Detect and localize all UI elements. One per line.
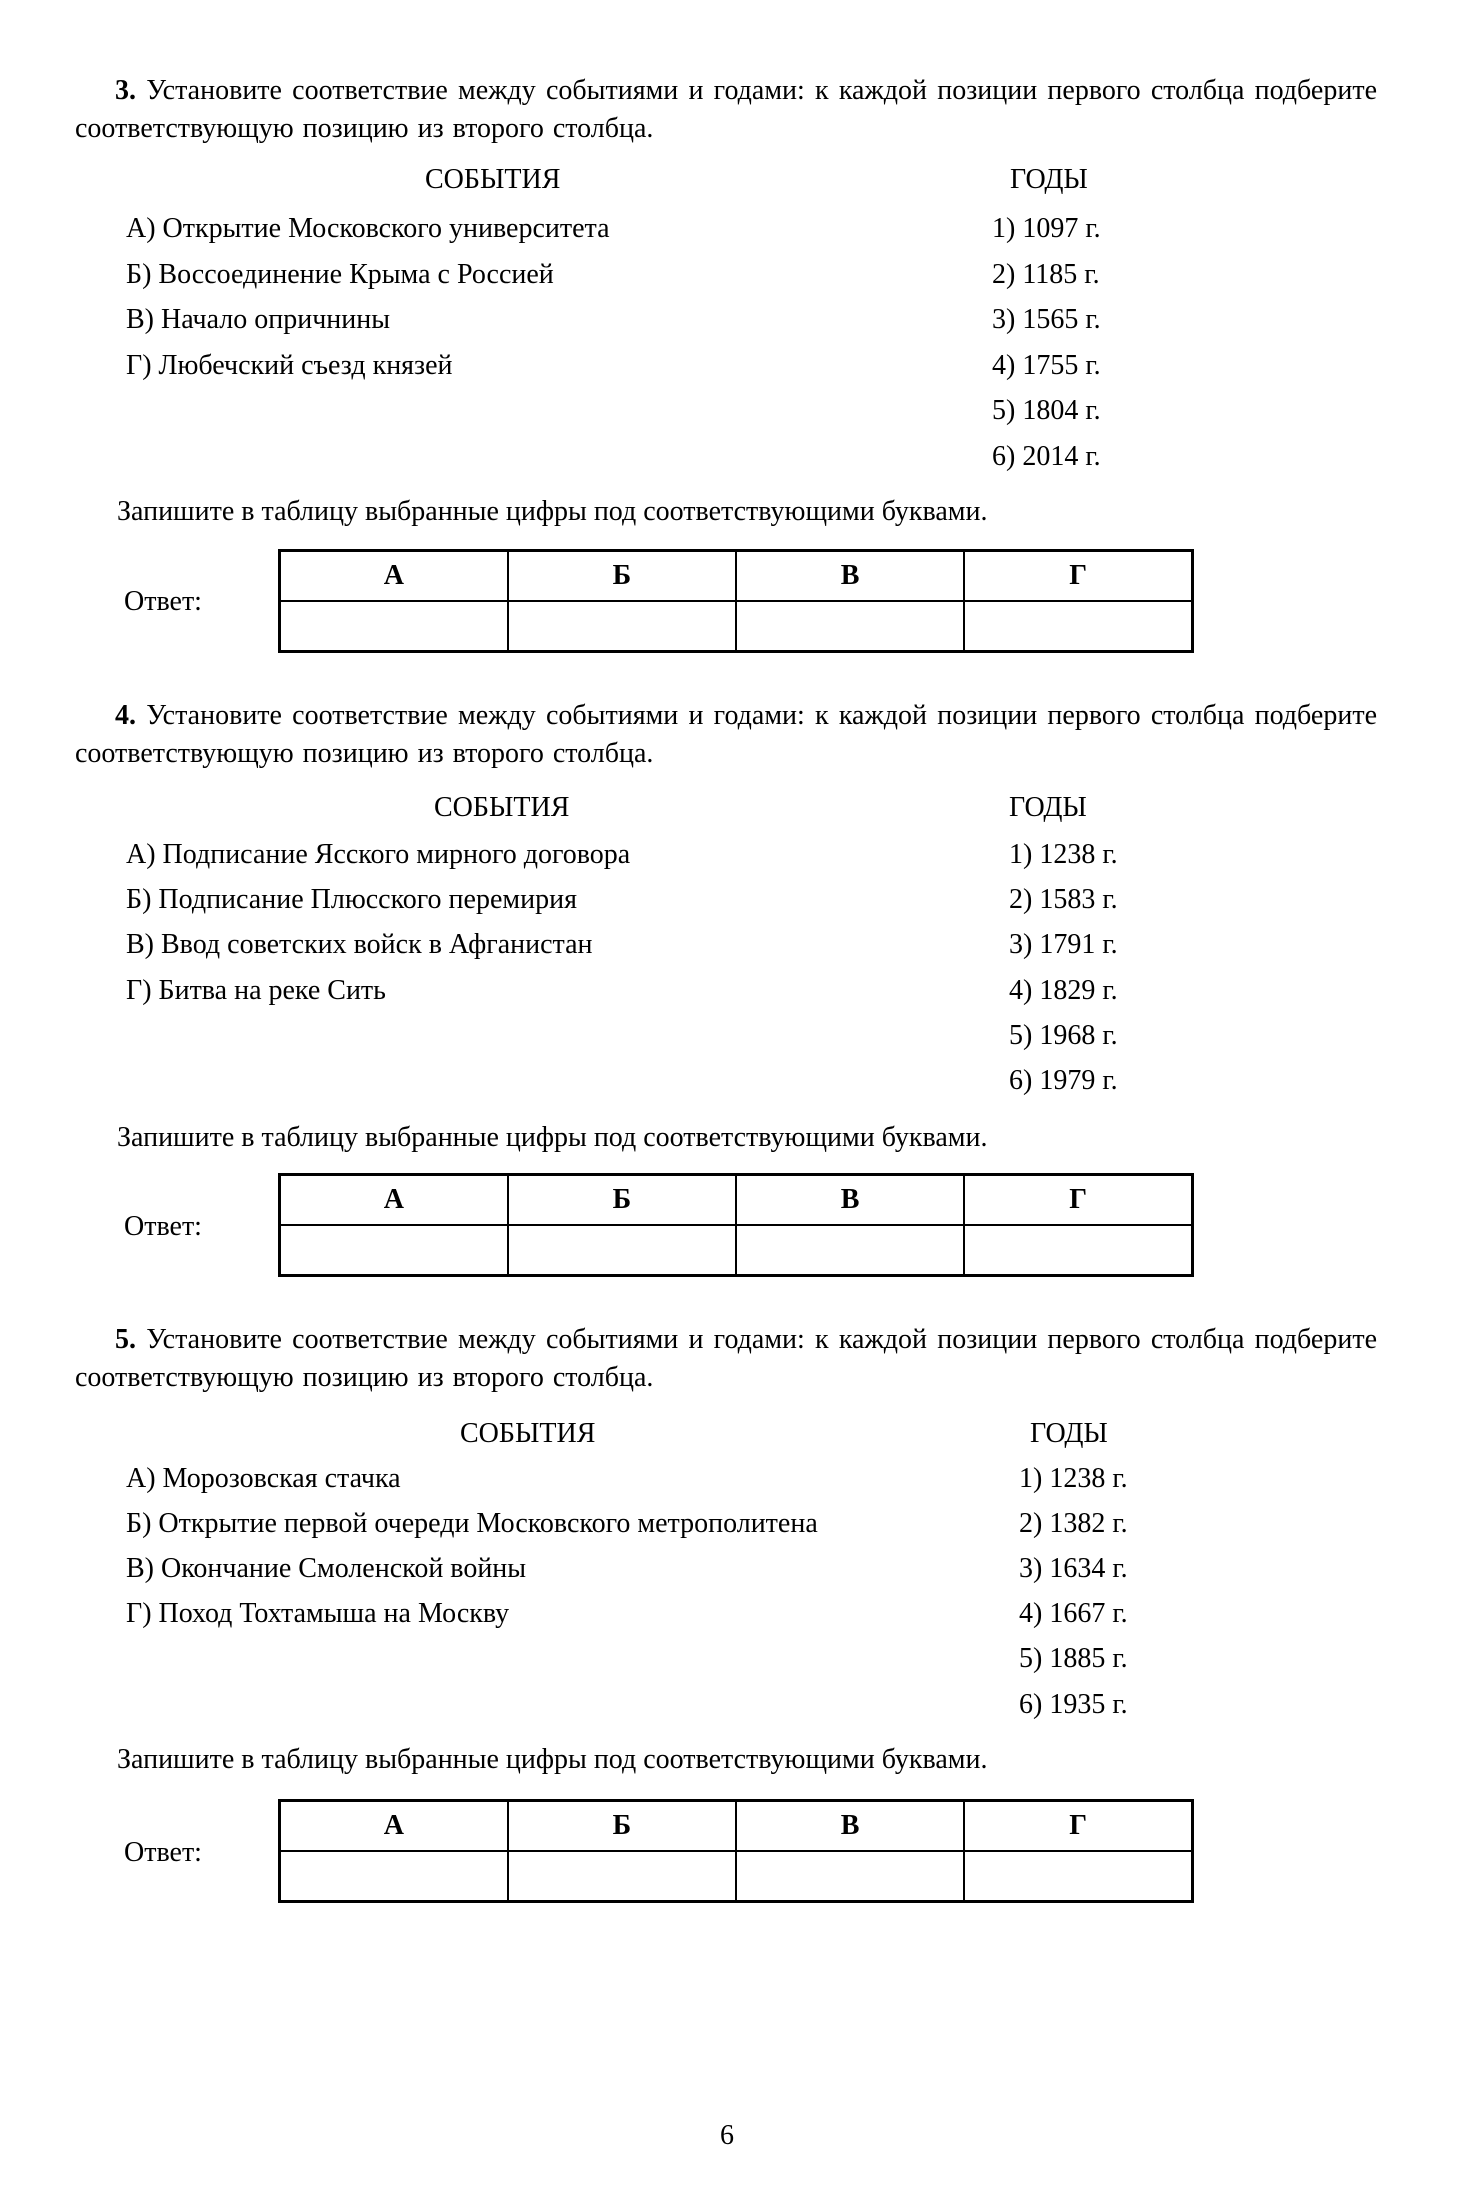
answer-column-header: Б — [508, 1175, 736, 1226]
answer-cell-b[interactable] — [508, 1225, 736, 1276]
answer-column-header: Г — [964, 551, 1192, 602]
year-item: 1) 1097 г. — [992, 213, 1101, 244]
question-number: 4. — [115, 700, 136, 731]
instruction: Запишите в таблицу выбранные цифры под соответствующими буквами. — [117, 496, 988, 527]
answer-cell-a[interactable] — [280, 1851, 508, 1902]
year-item: 1) 1238 г. — [1009, 839, 1118, 870]
answer-column-header: А — [280, 551, 508, 602]
year-item: 5) 1804 г. — [992, 395, 1101, 426]
answer-cell-b[interactable] — [508, 601, 736, 652]
answer-cell-v[interactable] — [736, 1851, 964, 1902]
year-item: 6) 1979 г. — [1009, 1065, 1118, 1096]
year-item: 3) 1565 г. — [992, 304, 1101, 335]
event-item: А) Подписание Ясского мирного договора — [126, 839, 631, 870]
page-number: 6 — [720, 2120, 734, 2151]
answer-column-header: Б — [508, 551, 736, 602]
year-item: 5) 1885 г. — [1019, 1643, 1128, 1674]
answer-cell-a[interactable] — [280, 601, 508, 652]
year-item: 4) 1829 г. — [1009, 975, 1118, 1006]
answer-column-header: А — [280, 1801, 508, 1852]
question-number: 5. — [115, 1324, 136, 1355]
year-item: 5) 1968 г. — [1009, 1020, 1118, 1051]
answer-cell-b[interactable] — [508, 1851, 736, 1902]
event-item: Б) Открытие первой очереди Московского метрополитена — [126, 1508, 818, 1539]
question-prompt: 3. Установите соответствие между событиями и годами: к каждой позиции первого столбца подберите соответствующую позицию из второго столбца. — [75, 75, 1378, 144]
year-item: 1) 1238 г. — [1019, 1463, 1128, 1494]
events-header: СОБЫТИЯ — [460, 1418, 596, 1449]
year-item: 2) 1185 г. — [992, 259, 1100, 290]
year-item: 2) 1382 г. — [1019, 1508, 1128, 1539]
year-item: 4) 1667 г. — [1019, 1598, 1128, 1629]
question-number: 3. — [115, 75, 136, 106]
event-item: Б) Подписание Плюсского перемирия — [126, 884, 577, 915]
answer-cell-a[interactable] — [280, 1225, 508, 1276]
answer-column-header: В — [736, 551, 964, 602]
event-item: В) Ввод советских войск в Афганистан — [126, 929, 593, 960]
answer-cell-v[interactable] — [736, 1225, 964, 1276]
answer-label: Ответ: — [124, 1837, 202, 1868]
year-item: 3) 1791 г. — [1009, 929, 1118, 960]
answer-column-header: Б — [508, 1801, 736, 1852]
answer-column-header: А — [280, 1175, 508, 1226]
event-item: А) Морозовская стачка — [126, 1463, 401, 1494]
instruction: Запишите в таблицу выбранные цифры под соответствующими буквами. — [117, 1122, 988, 1153]
year-item: 2) 1583 г. — [1009, 884, 1118, 915]
event-item: Г) Поход Тохтамыша на Москву — [126, 1598, 510, 1629]
event-item: Г) Битва на реке Сить — [126, 975, 386, 1006]
answer-label: Ответ: — [124, 1211, 202, 1242]
answer-cell-g[interactable] — [964, 601, 1192, 652]
answer-cell-g[interactable] — [964, 1225, 1192, 1276]
event-item: В) Окончание Смоленской войны — [126, 1553, 527, 1584]
year-item: 4) 1755 г. — [992, 350, 1101, 381]
years-header: ГОДЫ — [1009, 792, 1087, 823]
answer-table — [278, 1799, 1194, 1903]
answer-column-header: В — [736, 1801, 964, 1852]
event-item: В) Начало опричнины — [126, 304, 391, 335]
answer-column-header: В — [736, 1175, 964, 1226]
year-item: 6) 1935 г. — [1019, 1689, 1128, 1720]
answer-column-header: Г — [964, 1175, 1192, 1226]
answer-label: Ответ: — [124, 586, 202, 617]
answer-column-header: Г — [964, 1801, 1192, 1852]
answer-table — [278, 549, 1194, 653]
events-header: СОБЫТИЯ — [425, 164, 561, 195]
years-header: ГОДЫ — [1010, 164, 1088, 195]
answer-table — [278, 1173, 1194, 1277]
answer-cell-v[interactable] — [736, 601, 964, 652]
question-prompt: 5. Установите соответствие между событиями и годами: к каждой позиции первого столбца подберите соответствующую позицию из второго столбца. — [75, 1324, 1378, 1393]
event-item: А) Открытие Московского университета — [126, 213, 610, 244]
instruction: Запишите в таблицу выбранные цифры под соответствующими буквами. — [117, 1744, 988, 1775]
question-prompt: 4. Установите соответствие между событиями и годами: к каждой позиции первого столбца подберите соответствующую позицию из второго столбца. — [75, 700, 1378, 769]
year-item: 6) 2014 г. — [992, 441, 1101, 472]
events-header: СОБЫТИЯ — [434, 792, 570, 823]
event-item: Б) Воссоединение Крыма с Россией — [126, 259, 554, 290]
years-header: ГОДЫ — [1030, 1418, 1108, 1449]
year-item: 3) 1634 г. — [1019, 1553, 1128, 1584]
event-item: Г) Любечский съезд князей — [126, 350, 453, 381]
answer-cell-g[interactable] — [964, 1851, 1192, 1902]
